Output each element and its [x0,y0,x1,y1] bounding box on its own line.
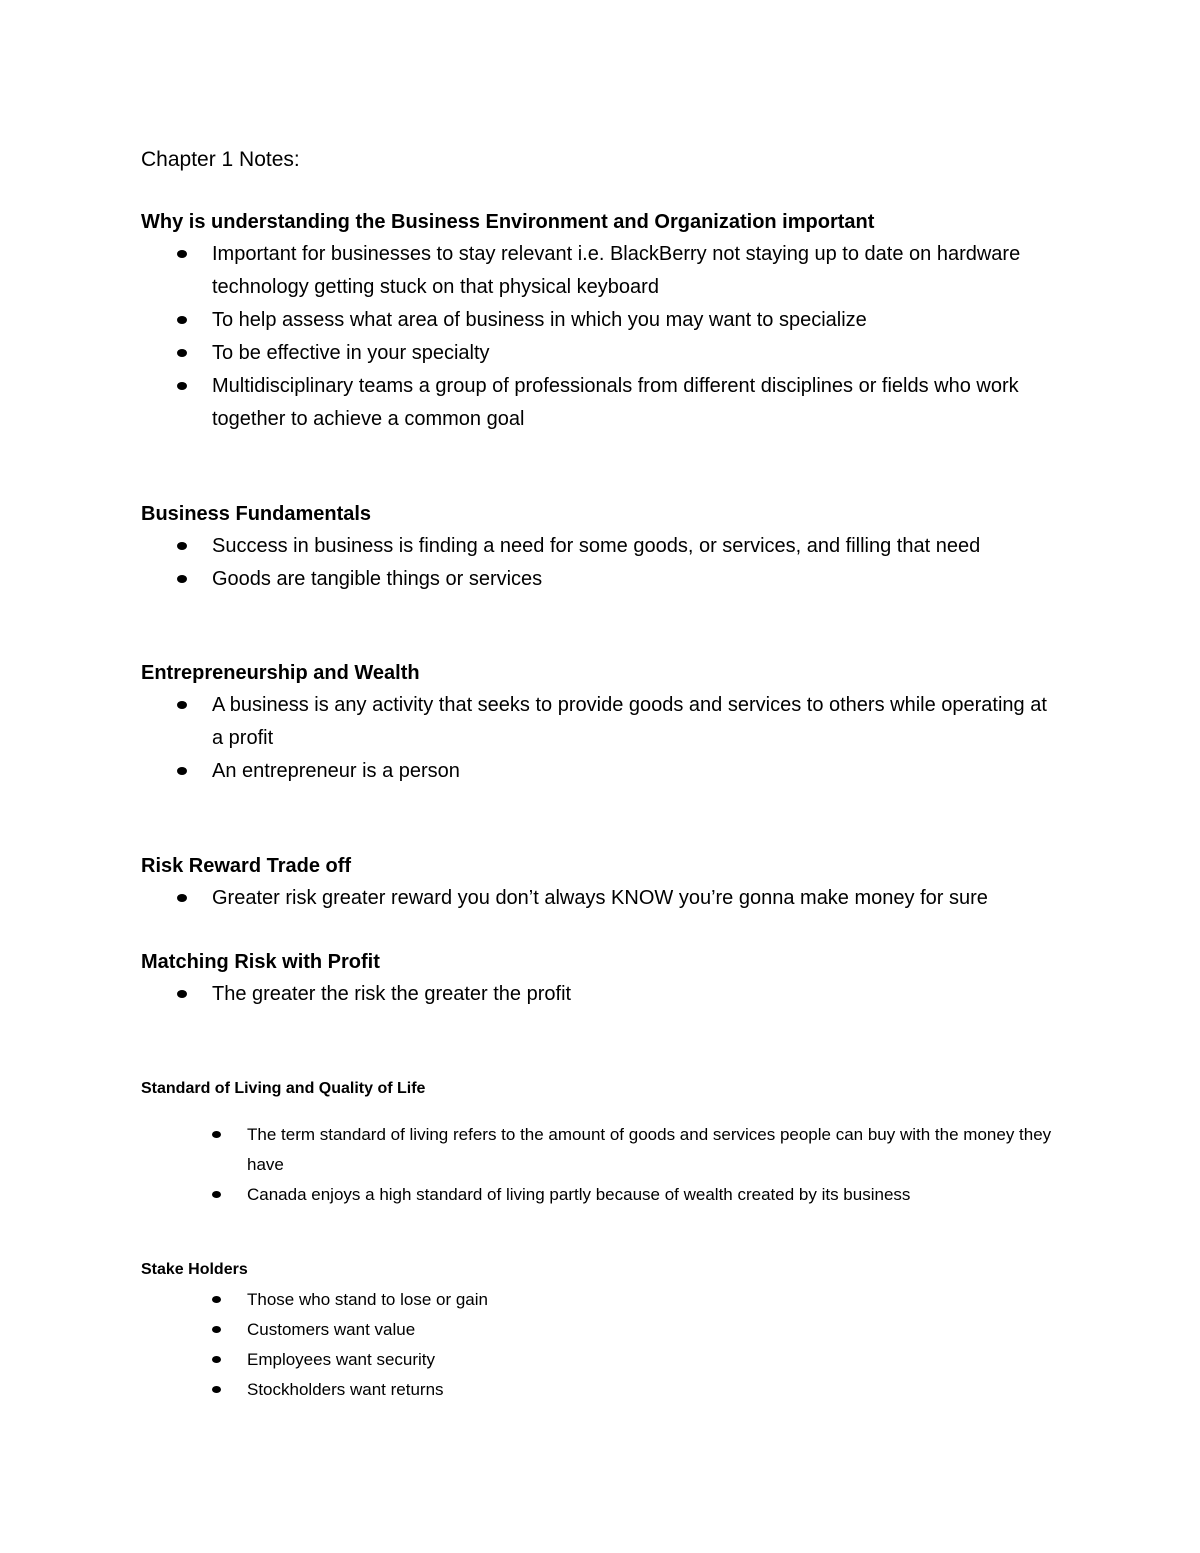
section-heading: Risk Reward Trade off [141,855,352,877]
list-item [141,563,1062,596]
list-item [141,1345,1062,1375]
list-item [141,1180,1062,1210]
list-item [141,238,1062,304]
section-why-business-environment [141,206,1061,436]
list-item [141,1285,1062,1315]
bullet-dot-icon [177,894,187,902]
list-item-text: Important for businesses to stay relevant i.e. BlackBerry not staying up to date on hardware technology getting stuck on that physical keyboard [212,243,1021,298]
bullet-dot-icon [212,1296,221,1303]
section-matching-risk-profit [141,946,1061,1011]
list-item-text: To help assess what area of business in which you may want to specialize [212,309,867,331]
list-item [141,370,1062,436]
bullet-dot-icon [212,1356,221,1363]
section-heading: Business Fundamentals [141,503,372,525]
list-item-text: Customers want value [247,1320,416,1339]
bullet-list [141,1120,1061,1210]
list-item-text: The term standard of living refers to the amount of goods and services people can buy with the money they have [247,1125,1052,1174]
bullet-list [141,238,1061,436]
section-standard-of-living [141,1074,1061,1210]
bullet-list [141,978,1061,1011]
bullet-list [141,689,1061,788]
bullet-dot-icon [212,1326,221,1333]
bullet-dot-icon [177,382,187,390]
list-item [141,1375,1062,1405]
list-item-text: Success in business is finding a need for some goods, or services, and filling that need [212,535,981,557]
bullet-dot-icon [177,316,187,324]
bullet-list [141,1285,1061,1405]
list-item-text: Multidisciplinary teams a group of professionals from different disciplines or fields who work together to achieve a common goal [212,375,1019,430]
list-item-text: Employees want security [247,1350,436,1369]
list-item-text: An entrepreneur is a person [212,760,460,782]
section-stake-holders [141,1255,1061,1405]
section-heading: Standard of Living and Quality of Life [141,1080,426,1097]
bullet-dot-icon [177,701,187,709]
list-item [141,755,1062,788]
section-heading: Stake Holders [141,1261,248,1278]
bullet-dot-icon [177,575,187,583]
list-item [141,689,1062,755]
list-item [141,1315,1062,1345]
list-item-text: Stockholders want returns [247,1380,444,1399]
list-item-text: To be effective in your specialty [212,342,490,364]
list-item-text: Greater risk greater reward you don’t always KNOW you’re gonna make money for sure [212,887,988,909]
list-item [141,882,1062,915]
list-item-text: Those who stand to lose or gain [247,1290,488,1309]
bullet-dot-icon [177,542,187,550]
section-heading: Matching Risk with Profit [141,951,380,973]
list-item-text: Goods are tangible things or services [212,568,543,590]
document-page [141,0,1061,1553]
section-heading: Why is understanding the Business Environment and Organization important [141,211,875,233]
list-item [141,337,1062,370]
bullet-list [141,530,1061,596]
list-item-text: A business is any activity that seeks to provide goods and services to others while operating at a profit [212,694,1047,749]
bullet-dot-icon [212,1131,221,1138]
list-item [141,304,1062,337]
bullet-dot-icon [177,990,187,998]
list-item [141,530,1062,563]
list-item [141,1120,1062,1180]
list-item [141,978,1062,1011]
list-item-text: The greater the risk the greater the profit [212,983,572,1005]
bullet-dot-icon [212,1191,221,1198]
section-risk-reward [141,850,1061,915]
list-item-text: Canada enjoys a high standard of living partly because of wealth created by its business [247,1185,911,1204]
bullet-dot-icon [177,250,187,258]
bullet-dot-icon [177,767,187,775]
bullet-dot-icon [177,349,187,357]
bullet-dot-icon [212,1386,221,1393]
section-business-fundamentals [141,498,1061,596]
section-heading: Entrepreneurship and Wealth [141,662,420,684]
document-title: Chapter 1 Notes: [141,148,300,171]
bullet-list [141,882,1061,915]
section-entrepreneurship-wealth [141,657,1061,788]
